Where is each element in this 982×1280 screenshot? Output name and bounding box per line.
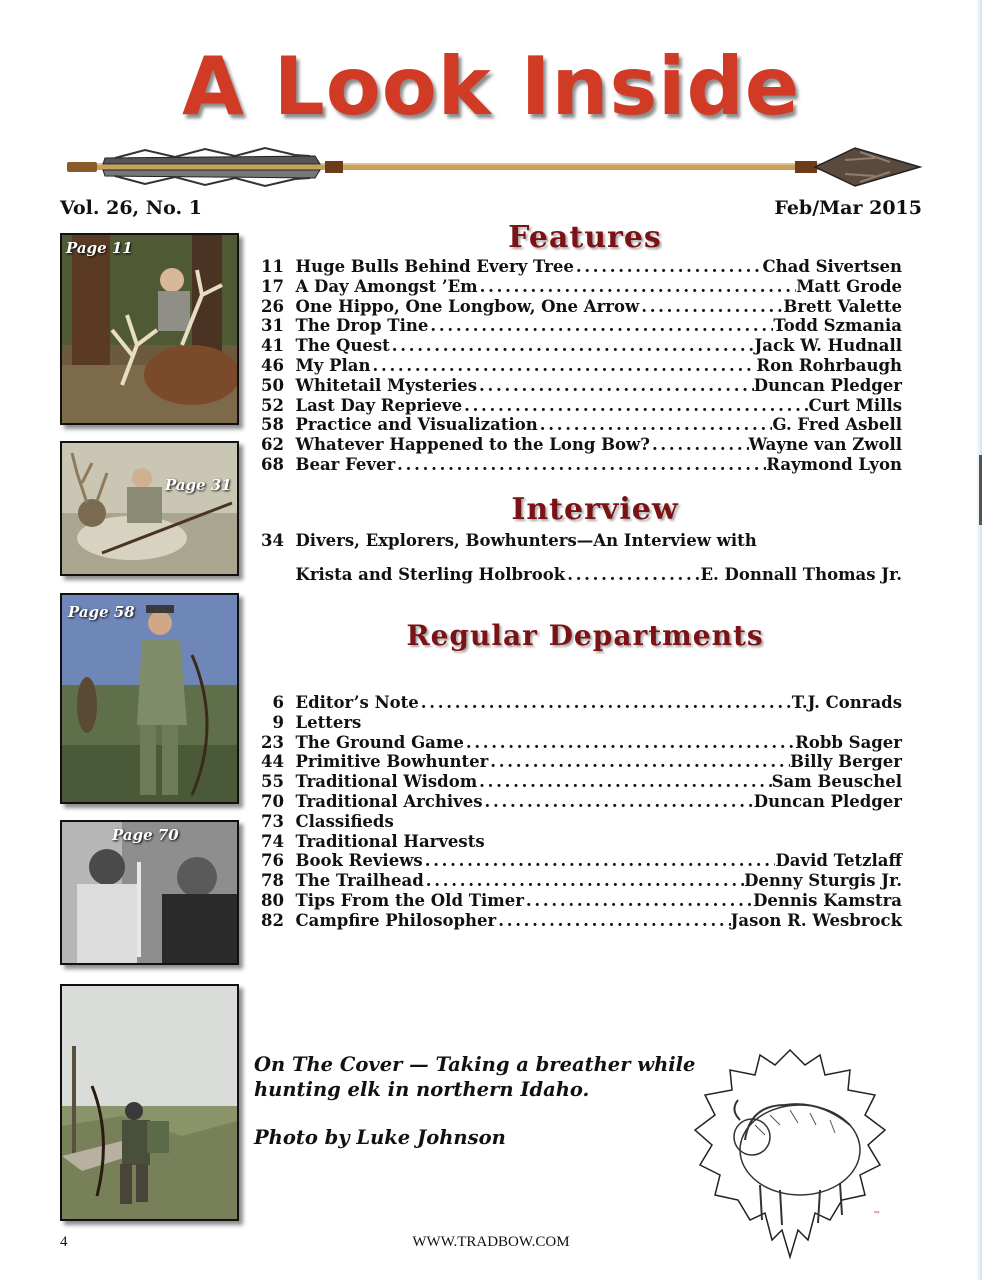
photo-page-70[interactable] <box>60 820 239 965</box>
cover-line-1: On The Cover — Taking a breather while <box>254 1053 696 1076</box>
departments-list <box>252 693 902 931</box>
toc-row[interactable]: 9 Letters <box>272 712 362 732</box>
toc-row[interactable]: 52 Last Day Reprieve . . . Curt Mills <box>252 396 902 416</box>
interview-heading: Interview <box>511 492 679 527</box>
toc-row[interactable]: 11 Huge Bulls Behind Every Tree . . . Chad Sivertsen <box>252 257 902 277</box>
deer-hunter-photo <box>62 443 237 574</box>
photo-page-58[interactable] <box>60 593 239 804</box>
buffalo-arrowhead-logo-icon <box>690 1045 890 1260</box>
toc-row[interactable]: 74 Traditional Harvests <box>261 831 485 851</box>
trademark-symbol: ™ <box>873 1210 881 1219</box>
toc-row[interactable]: 68 Bear Fever . . . Raymond Lyon <box>252 455 902 475</box>
features-list <box>252 257 902 475</box>
photo-caption: Page 11 <box>66 239 133 257</box>
toc-row[interactable]: 78 The Trailhead . . . Denny Sturgis Jr. <box>252 871 902 891</box>
toc-row[interactable]: 26 One Hippo, One Longbow, One Arrow . . . Brett Valette <box>252 297 902 317</box>
toc-row[interactable]: 31 The Drop Tine . . . Todd Szmania <box>252 316 902 336</box>
toc-row[interactable]: 17 A Day Amongst ’Em . . . Matt Grode <box>252 277 902 297</box>
toc-row[interactable]: 58 Practice and Visualization . . . G. Fred Asbell <box>252 415 902 435</box>
toc-row[interactable]: 55 Traditional Wisdom . . . Sam Beuschel <box>252 772 902 792</box>
toc-row[interactable]: 41 The Quest . . . Jack W. Hudnall <box>252 336 902 356</box>
elk-hunter-photo <box>62 235 237 423</box>
cover-description <box>254 1052 695 1102</box>
page-edge <box>976 0 982 1280</box>
photo-page-31[interactable] <box>60 441 239 576</box>
photo-caption: Page 31 <box>165 476 232 494</box>
toc-row[interactable]: 80 Tips From the Old Timer . . . Dennis Kamstra <box>252 891 902 911</box>
photo-credit: Photo by Luke Johnson <box>254 1126 506 1149</box>
departments-heading: Regular Departments <box>406 619 764 652</box>
issue-date: Feb/Mar 2015 <box>774 197 922 219</box>
toc-row[interactable]: 50 Whitetail Mysteries . . . Duncan Pledger <box>252 376 902 396</box>
volume-info: Vol. 26, No. 1 <box>60 197 202 219</box>
toc-row[interactable]: 44 Primitive Bowhunter . . . Billy Berger <box>252 752 902 772</box>
arrow-icon <box>55 140 925 192</box>
toc-row[interactable]: 82 Campfire Philosopher . . . Jason R. Wesbrock <box>252 911 902 931</box>
website-url[interactable]: WWW.TRADBOW.COM <box>412 1234 570 1250</box>
toc-row[interactable]: 73 Classifieds <box>261 811 394 831</box>
features-heading: Features <box>508 220 662 255</box>
archer-photo <box>62 595 237 802</box>
cover-line-2: hunting elk in northern Idaho. <box>254 1078 590 1101</box>
cover-photo[interactable] <box>60 984 239 1221</box>
toc-row[interactable]: 23 The Ground Game . . . Robb Sager <box>252 733 902 753</box>
cover-hunter-photo <box>62 986 237 1219</box>
page-title: A Look Inside <box>182 40 800 133</box>
page-number: 4 <box>60 1234 68 1250</box>
photo-caption: Page 70 <box>112 826 179 844</box>
toc-row[interactable]: 76 Book Reviews . . . David Tetzlaff <box>252 851 902 871</box>
toc-row[interactable]: 6 Editor’s Note . . . T.J. Conrads <box>252 693 902 713</box>
toc-row[interactable]: 70 Traditional Archives . . . Duncan Pledger <box>252 792 902 812</box>
toc-row[interactable]: 62 Whatever Happened to the Long Bow? . . . Wayne van Zwoll <box>252 435 902 455</box>
interview-entry[interactable]: 34 Divers, Explorers, Bowhunters—An Interview with Krista and Sterling Holbrook . . . E. Donnall Thomas Jr. <box>252 531 902 585</box>
photo-caption: Page 58 <box>68 603 135 621</box>
toc-row[interactable]: 46 My Plan . . . Ron Rohrbaugh <box>252 356 902 376</box>
photo-page-11[interactable] <box>60 233 239 425</box>
